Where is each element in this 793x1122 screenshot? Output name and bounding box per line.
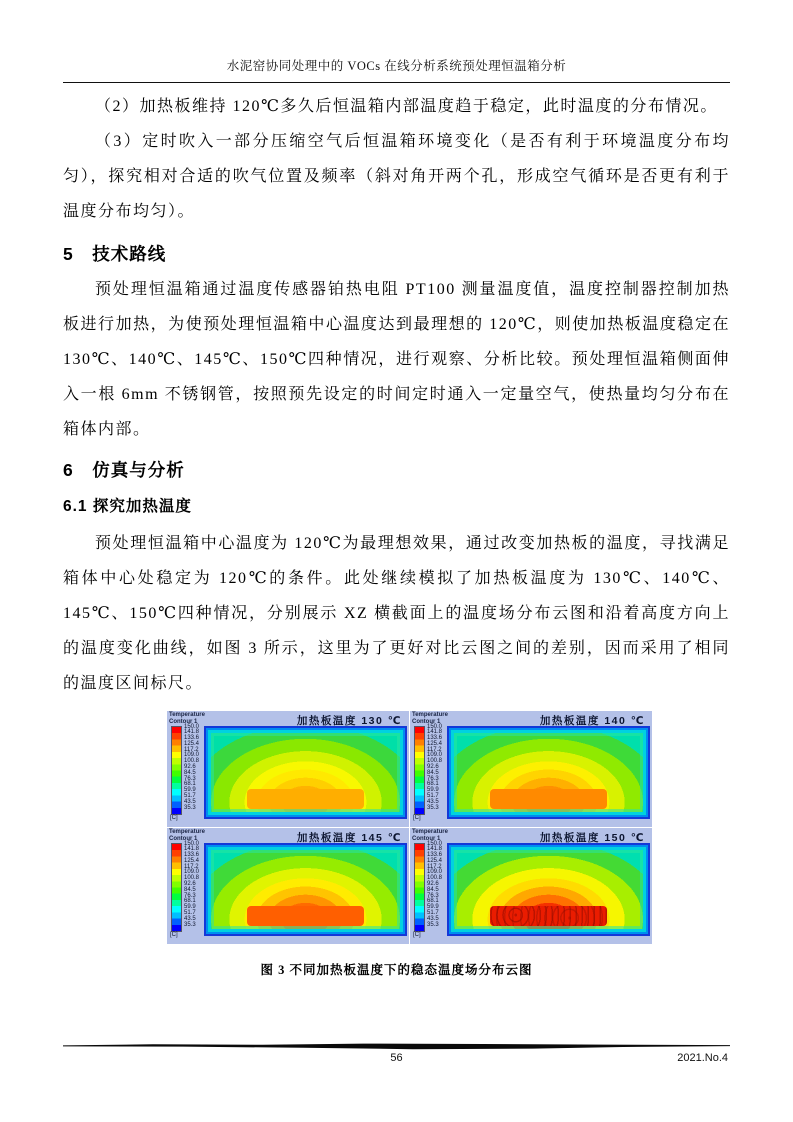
legend-scale-value: 141.8 — [184, 729, 200, 736]
legend-scale-value: 68.1 — [427, 898, 439, 905]
legend-scale-value: 51.7 — [427, 793, 439, 800]
footer-row — [63, 1052, 730, 1068]
contour-panel-1 — [167, 711, 409, 827]
legend-title-line2: Contour 1 — [412, 835, 441, 842]
section-5-heading: 5 技术路线 — [63, 244, 167, 264]
panel-title: 加热板温度 150 ℃ — [539, 832, 645, 844]
legend-colorbar — [172, 727, 181, 814]
legend-scale-value: 68.1 — [184, 898, 196, 905]
legend-scale-value: 133.6 — [184, 852, 200, 859]
section-6-1-heading: 6.1 探究加热温度 — [63, 498, 192, 515]
legend-scale-value: 100.8 — [184, 875, 200, 882]
legend-scale-value: 35.3 — [184, 804, 196, 811]
contour-field — [447, 726, 650, 819]
issue-label: 2021.No.4 — [677, 1052, 728, 1064]
legend-scale-value: 51.7 — [184, 793, 196, 800]
legend-scale-value: 109.0 — [184, 869, 200, 876]
paragraph-item-3: （3）定时吹入一部分压缩空气后恒温箱环境变化（是否有利于环境温度分布均匀），探究相对合适的吹气位置及频率（斜对角开两个孔，形成空气循环是否更有利于温度分布均匀）。 — [63, 133, 730, 220]
legend-scale-value: 150.0 — [184, 723, 200, 730]
legend-title-line1: Temperature — [412, 712, 448, 718]
legend-scale-value: 35.3 — [427, 921, 439, 928]
legend-scale-value: 117.2 — [184, 863, 199, 870]
legend-scale-value: 59.9 — [427, 904, 439, 911]
legend-scale-value: 150.0 — [427, 840, 443, 847]
legend-scale-value: 92.6 — [184, 881, 196, 888]
panel-title: 加热板温度 145 ℃ — [296, 832, 402, 844]
legend-scale-value: 35.3 — [184, 921, 196, 928]
figure-3-contour-grid — [167, 711, 652, 944]
legend-scale-value: 92.6 — [427, 764, 439, 771]
paragraph-item-2: （2）加热板维持 120℃多久后恒温箱内部温度趋于稳定，此时温度的分布情况。 — [95, 98, 718, 115]
legend-scale-value: 100.8 — [427, 875, 443, 882]
figure-3-caption: 图 3 不同加热板温度下的稳态温度场分布云图 — [260, 963, 533, 977]
legend-scale-value: 117.2 — [427, 746, 442, 753]
panel-title: 加热板温度 130 ℃ — [296, 715, 402, 727]
legend-scale-value: 141.8 — [427, 729, 443, 736]
legend-scale-value: 125.4 — [427, 857, 443, 864]
legend-title-line1: Temperature — [169, 712, 205, 718]
legend-scale-value: 150.0 — [184, 840, 200, 847]
page-number: 56 — [390, 1052, 403, 1064]
legend-scale-value: 35.3 — [427, 804, 439, 811]
legend-scale-value: 141.8 — [184, 846, 200, 853]
legend-scale-value: 84.5 — [184, 769, 196, 776]
legend-scale-value: 117.2 — [427, 863, 442, 870]
legend-scale-value: 43.5 — [184, 915, 196, 922]
legend-scale-value: 51.7 — [184, 910, 196, 917]
legend-scale-value: 59.9 — [427, 787, 439, 794]
legend-scale-value: 133.6 — [184, 735, 200, 742]
contour-panel-2 — [410, 711, 652, 827]
legend-colorbar — [415, 727, 424, 814]
contour-field — [204, 726, 407, 819]
legend-scale-value: 117.2 — [184, 746, 199, 753]
legend-unit-label: [C] — [413, 932, 421, 938]
footer-rule — [63, 1042, 730, 1050]
legend-unit-label: [C] — [170, 932, 178, 938]
legend-unit-label: [C] — [170, 815, 178, 821]
legend-colorbar — [415, 844, 424, 931]
heating-plate — [490, 789, 608, 809]
section-6-heading: 6 仿真与分析 — [63, 460, 185, 480]
legend-scale-value: 43.5 — [427, 798, 439, 805]
legend-title-line1: Temperature — [169, 829, 205, 835]
legend-scale-value: 76.3 — [184, 892, 196, 899]
contour-field — [447, 843, 650, 936]
legend-colorbar — [172, 844, 181, 931]
contour-panel-3 — [167, 828, 409, 944]
page-footer — [63, 1042, 730, 1068]
legend-scale-value: 92.6 — [427, 881, 439, 888]
legend-scale-value: 125.4 — [184, 740, 200, 747]
legend-scale-value: 109.0 — [184, 752, 200, 759]
legend-scale-value: 76.3 — [427, 892, 439, 899]
legend-scale-value: 133.6 — [427, 852, 443, 859]
legend-scale-value: 68.1 — [184, 781, 196, 788]
legend-scale-value: 125.4 — [427, 740, 443, 747]
legend-scale-value: 84.5 — [184, 886, 196, 893]
legend-title-line2: Contour 1 — [169, 835, 198, 842]
legend-scale-value: 109.0 — [427, 869, 443, 876]
legend-title-line2: Contour 1 — [412, 718, 441, 725]
legend-scale-value: 141.8 — [427, 846, 443, 853]
section-5-body: 预处理恒温箱通过温度传感器铂热电阻 PT100 测量温度值，温度控制器控制加热板进行加热，为使预处理恒温箱中心温度达到最理想的 120℃，则使加热板温度稳定在 130℃、140℃、145℃、150℃四种情况，进行观察、分析比较。预处理恒温箱侧面伸入一根 6mm 不锈钢管，按照预先设定的时间定时通入一定量空气，使热量均匀分布在箱体内部。 — [63, 281, 730, 438]
legend-scale-value: 43.5 — [184, 798, 196, 805]
legend-scale-value: 92.6 — [184, 764, 196, 771]
legend-title-line1: Temperature — [412, 829, 448, 835]
heating-plate — [247, 789, 365, 809]
legend-scale-value: 100.8 — [427, 758, 443, 765]
legend-scale-value: 84.5 — [427, 769, 439, 776]
running-header: 水泥窑协同处理中的 VOCs 在线分析系统预处理恒温箱分析 — [63, 56, 730, 83]
legend-scale-value: 125.4 — [184, 857, 200, 864]
legend-scale-value: 59.9 — [184, 904, 196, 911]
legend-scale-value: 68.1 — [427, 781, 439, 788]
page-content — [63, 56, 730, 978]
heating-plate — [490, 906, 608, 926]
legend-scale-value: 43.5 — [427, 915, 439, 922]
legend-scale-value: 133.6 — [427, 735, 443, 742]
legend-scale-value: 76.3 — [427, 775, 439, 782]
heating-plate — [247, 906, 365, 926]
legend-scale-value: 150.0 — [427, 723, 443, 730]
legend-unit-label: [C] — [413, 815, 421, 821]
section-6-1-body: 预处理恒温箱中心温度为 120℃为最理想效果，通过改变加热板的温度，寻找满足箱体中心处稳定为 120℃的条件。此处继续模拟了加热板温度为 130℃、140℃、145℃、150℃四种情况，分别展示 XZ 横截面上的温度场分布云图和沿着高度方向上的温度变化曲线，如图 3 所示，这里为了更好对比云图之间的差别，因而采用了相同的温度区间标尺。 — [63, 535, 730, 692]
legend-scale-value: 76.3 — [184, 775, 196, 782]
legend-scale-value: 59.9 — [184, 787, 196, 794]
panel-title: 加热板温度 140 ℃ — [539, 715, 645, 727]
legend-title-line2: Contour 1 — [169, 718, 198, 725]
contour-panel-4 — [410, 828, 652, 944]
legend-scale-value: 109.0 — [427, 752, 443, 759]
legend-scale-value: 100.8 — [184, 758, 200, 765]
contour-field — [204, 843, 407, 936]
legend-scale-value: 84.5 — [427, 886, 439, 893]
legend-scale-value: 51.7 — [427, 910, 439, 917]
